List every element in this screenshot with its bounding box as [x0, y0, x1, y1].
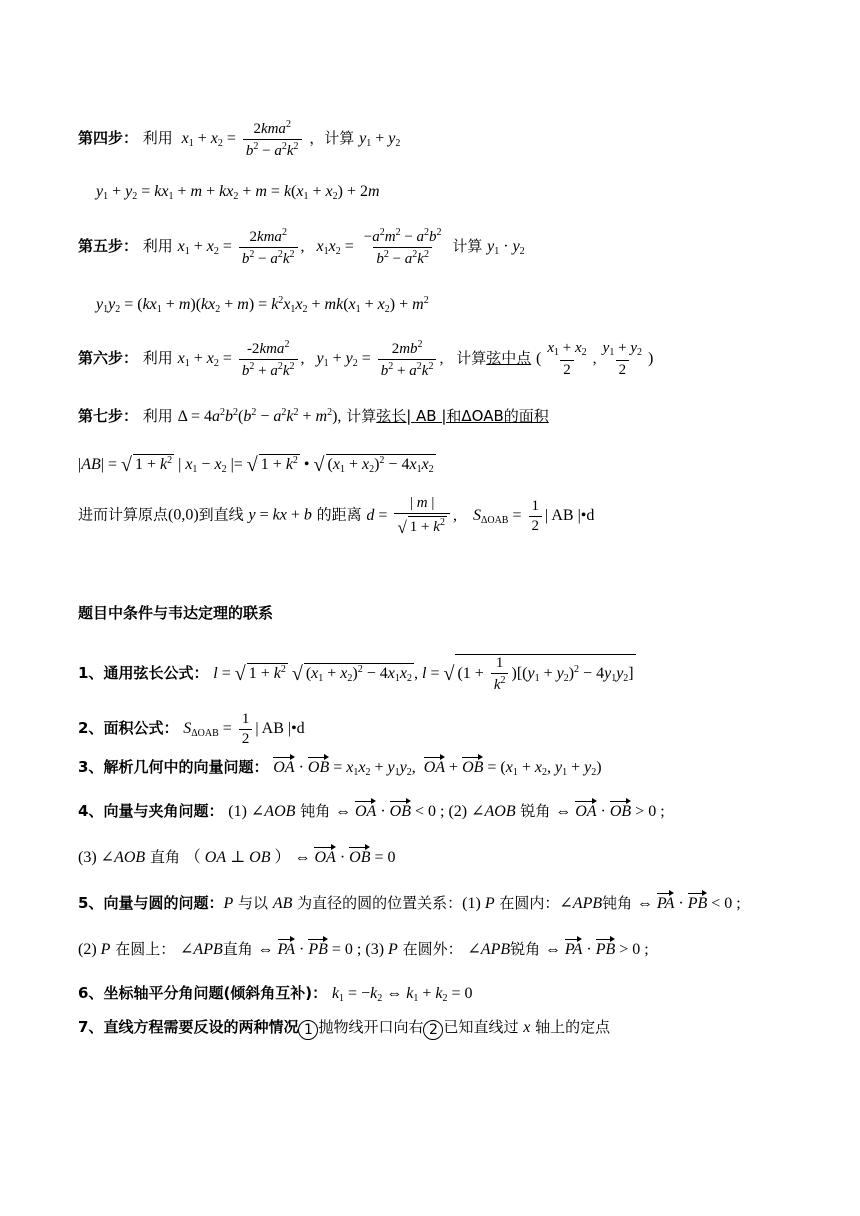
step-6-tail: 计算: [456, 349, 487, 368]
item-7-num: 7、: [78, 1018, 104, 1036]
item-5-p1-angle: ∠APB: [559, 895, 603, 912]
item-5-ab: AB: [272, 895, 293, 912]
item-7-opt2: 已知直线过: [443, 1018, 519, 1036]
item-5-p3-cond: ⇔ PA · PB > 0 ;: [544, 941, 649, 958]
item-1-title: 通用弦长公式：: [103, 664, 209, 683]
item-5: [78, 896, 741, 912]
step-4-tail: ，计算: [309, 129, 355, 148]
item-4-c2-text: 锐角: [520, 802, 551, 820]
step-6-label: 第六步：: [78, 349, 139, 368]
item-4: [78, 804, 665, 820]
item-7: [78, 1020, 610, 1040]
formula-6: $x_1 + x_2$ = $\frac{-2kma^2}{b^2 + a^2k^2}$ , $y_1 + y_2$ = $\frac{2mb^2}{b^2 + a^2k^2}$ ,: [177, 339, 452, 379]
item-3-title: 解析几何中的向量问题：: [103, 758, 269, 776]
item-7-opt2b: 轴上的定点: [535, 1018, 611, 1036]
step-5: [78, 228, 525, 267]
item-4-c3-text: 直角: [149, 848, 180, 866]
item-5-p: P: [223, 895, 234, 912]
step-7-tail: 计算: [346, 407, 377, 425]
item-5-num: 5、: [78, 894, 104, 912]
item-1-num: 1、: [78, 664, 104, 683]
item-3-num: 3、: [78, 758, 104, 776]
item-5-line-2: [78, 942, 649, 958]
item-7-x: x: [523, 1019, 531, 1036]
item-4-c3: (3) ∠AOB: [78, 849, 146, 866]
item-4-c3-cond: （ OA ⊥ OB ） ⇔ OA · OB = 0: [184, 849, 396, 866]
item-5-p2: 在圆上：: [115, 940, 176, 958]
item-5-desc2: 为直径的圆的位置关系：: [297, 894, 463, 912]
step-4: [78, 120, 400, 159]
dist-text-2: 到直线: [198, 505, 244, 524]
formula-sum-x-5: $x_1 + x_2$ = $\frac{2kma^2}{b^2 - a^2k^2}$ , $x_1x_2$ = $\frac{-a^2m^2 - a^2b^2}{b^2 - a^2k^2}$: [177, 227, 442, 267]
item-2: [78, 712, 305, 747]
item-3: [78, 760, 602, 778]
distance-formula: d = $\frac{| m |}{√ 1 + k^2}$ , $S_{\Delta OAB}$ = $\frac{1}{2}$ | AB |•d: [366, 495, 595, 537]
formula-y-sum-expand: $y_1 + y_2 = kx_1 + m + kx_2 + m = k(x_1 + x_2) + 2m$: [96, 183, 380, 202]
formula-y-sum: $y_1 + y_2$: [359, 130, 401, 150]
item-2-num: 2、: [78, 719, 104, 738]
item-5-desc: 与以: [238, 894, 269, 912]
dist-text-1: 进而计算原点: [78, 505, 169, 524]
item-5-right: 直角: [222, 940, 253, 958]
item-6-formula: $k_1 = -k_2$ ⇔ $k_1 + k_2 = 0$: [331, 985, 473, 1004]
item-7-opt1: 抛物线开口向右: [318, 1018, 424, 1036]
item-4-c1: (1) ∠AOB: [228, 803, 296, 820]
origin: (0,0): [168, 506, 199, 524]
item-6-title: 坐标轴平分角问题(倾斜角互补)：: [103, 984, 328, 1002]
item-4-num: 4、: [78, 802, 104, 820]
formula-sum-x: $x_1 + x_2$ = $\frac{2kma^2}{b^2 - a^2k^2}$: [178, 130, 305, 147]
formula-y-prod-expand: $y_1y_2 = (kx_1 + m)(kx_2 + m) = k^2x_1x_2 + mk(x_1 + x_2) + m^2$: [96, 295, 429, 315]
formula-y-prod: $y_1 \cdot y_2$: [487, 238, 525, 258]
item-1-formula: l = √ $1 + k^2$ √ $(x_1 + x_2)^2 - 4x_1x_2$ , l = √ (1 + $\frac{1}{k^2}$ )$[(y_1 + y_2)^2 - 4y_1y_2]$: [213, 655, 634, 693]
midpoint-label: 弦中点: [486, 349, 532, 368]
formula-delta: $\Delta = 4a^2b^2(b^2 - a^2k^2 + m^2)$,: [177, 407, 342, 425]
item-2-title: 面积公式：: [103, 719, 179, 738]
item-5-p2-angle: ∠APB: [180, 941, 223, 958]
step-5-tail: 计算: [452, 237, 483, 256]
item-7-title: 直线方程需要反设的两种情况: [103, 1018, 299, 1036]
item-5-p1-cond: ⇔ PA · PB < 0 ;: [636, 895, 741, 912]
circled-2-icon: 2: [423, 1020, 443, 1040]
item-3-formula: OA · OB = $x_1x_2 + y_1y_2$, OA + OB = ($x_1 + x_2$, $y_1 + y_2$): [273, 759, 602, 778]
step-7-use: 利用: [142, 407, 173, 425]
section-title: 题目中条件与韦达定理的联系: [78, 604, 274, 622]
midpoint-formula: ( $\frac{x_1 + x_2}{2}$ , $\frac{y_1 + y_2}{2}$ ): [536, 340, 654, 378]
step-7: [78, 408, 549, 425]
circled-1-icon: 1: [298, 1020, 318, 1040]
step-6-use: 利用: [142, 349, 173, 368]
item-5-p3-angle: ∠APB: [467, 941, 511, 958]
step-7-label: 第七步：: [78, 407, 139, 425]
formula-chord-length: |AB| = √ $1 + k^2$ | $x_1 - x_2$ |= √ $1 + k^2$ • √ $(x_1 + x_2)^2 - 4x_1x_2$: [78, 454, 434, 476]
item-6-num: 6、: [78, 984, 104, 1002]
item-2-formula: $S_{\Delta OAB}$ = $\frac{1}{2}$ | AB |•d: [183, 711, 305, 747]
item-4-c2-cond: ⇔ OA · OB > 0 ;: [555, 803, 665, 820]
item-4-line-2: [78, 850, 396, 866]
item-4-c1-cond: ⇔ OA · OB < 0 ; (2) ∠AOB: [334, 803, 516, 820]
item-5-p2-num: (2) P: [78, 941, 111, 958]
item-4-title: 向量与夹角问题：: [103, 802, 224, 820]
chord-label: 弦长| AB |和ΔOAB的面积: [376, 407, 549, 425]
dist-text-3: 的距离: [316, 505, 362, 524]
item-5-p1-num: (1) P: [462, 895, 495, 912]
item-5-p1: 在圆内：: [499, 894, 560, 912]
step-5-label: 第五步：: [78, 237, 139, 256]
item-5-p3: 在圆外：: [402, 940, 463, 958]
item-1: [78, 654, 636, 693]
item-5-title: 向量与圆的问题：: [103, 894, 224, 912]
item-5-acute: 锐角: [510, 940, 541, 958]
step-6: [78, 340, 653, 379]
step-4-use: 利用: [142, 129, 173, 148]
step-4-label: 第四步：: [78, 129, 139, 148]
item-4-c1-text: 钝角: [300, 802, 331, 820]
distance-line: [78, 496, 594, 536]
step-5-use: 利用: [142, 237, 173, 256]
item-6: [78, 986, 472, 1004]
item-5-obtuse: 钝角: [602, 894, 633, 912]
item-5-p2-cond: ⇔ PA · PB = 0 ; (3) P: [257, 941, 398, 958]
line-eq: y = kx + b: [248, 506, 312, 524]
